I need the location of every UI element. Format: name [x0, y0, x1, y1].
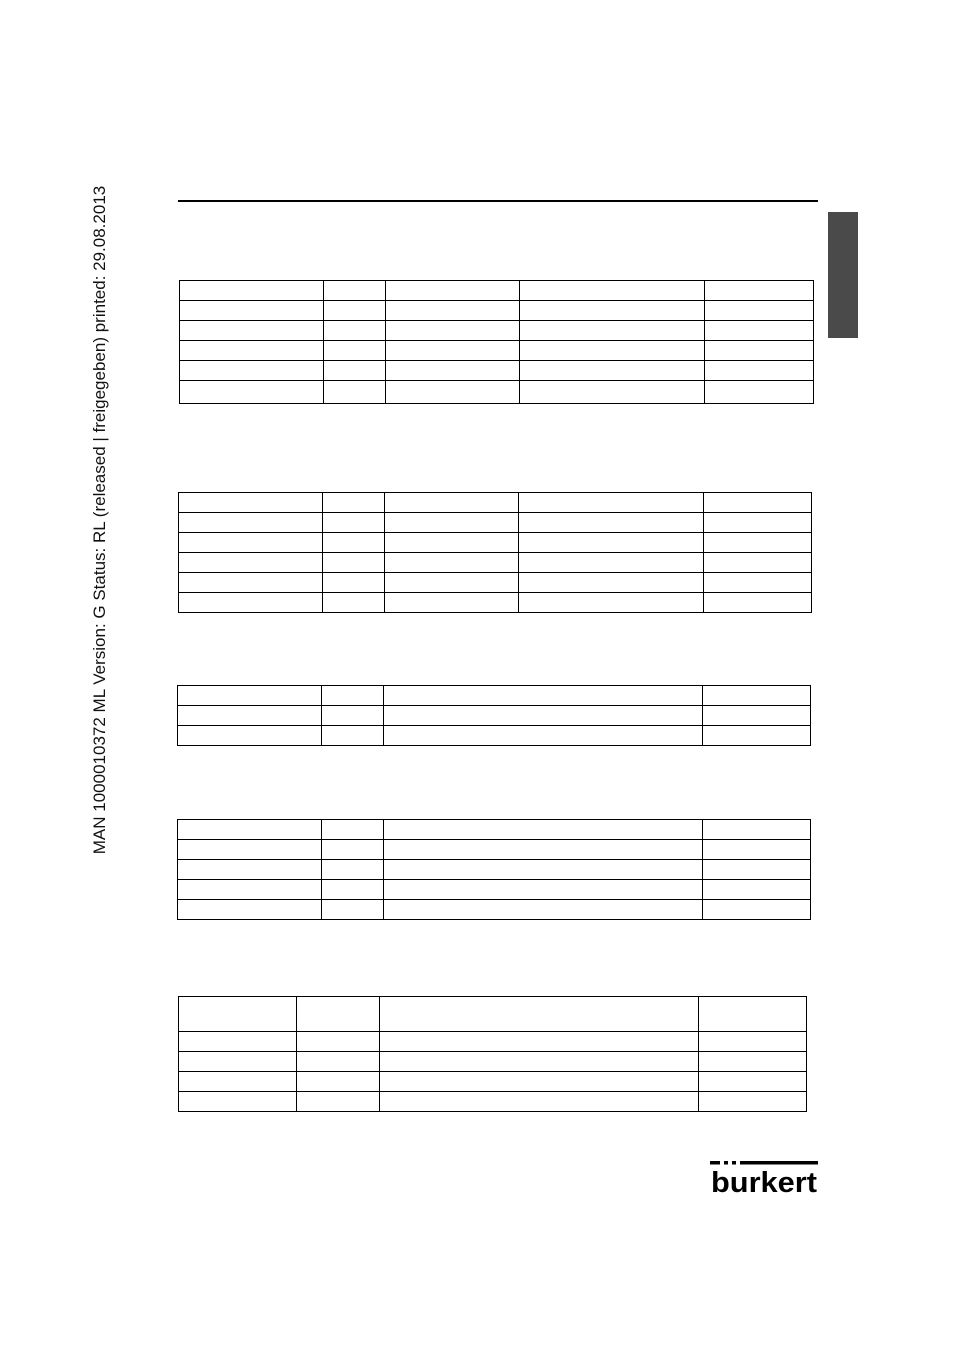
table-row — [180, 321, 814, 341]
logo-wordmark: burkert — [711, 1167, 818, 1196]
table-row — [179, 1092, 807, 1112]
table-row — [179, 573, 812, 593]
burkert-logo — [710, 1160, 818, 1196]
table-row — [179, 1072, 807, 1092]
table-row — [179, 1032, 807, 1052]
table-2 — [178, 492, 812, 613]
table-row — [178, 860, 811, 880]
table-row — [179, 1052, 807, 1072]
table-row — [180, 361, 814, 381]
table-row — [179, 533, 812, 553]
margin-document-stamp: MAN 1000010372 ML Version: G Status: RL (released | freigegeben) printed: 29.08.2013 — [90, 185, 109, 855]
table-4 — [177, 819, 811, 920]
table-row — [179, 997, 807, 1032]
header-rule — [178, 200, 818, 202]
table-row — [179, 593, 812, 613]
table-row — [179, 493, 812, 513]
table-row — [180, 381, 814, 404]
table-5 — [178, 996, 807, 1112]
table-row — [180, 341, 814, 361]
table-row — [180, 281, 814, 301]
chapter-tab-marker — [828, 212, 858, 338]
table-row — [178, 840, 811, 860]
table-row — [178, 726, 811, 746]
table-row — [180, 301, 814, 321]
table-1 — [179, 280, 814, 404]
table-row — [179, 553, 812, 573]
table-row — [178, 706, 811, 726]
table-row — [178, 880, 811, 900]
table-row — [179, 513, 812, 533]
table-3 — [177, 685, 811, 746]
table-row — [178, 686, 811, 706]
table-row — [178, 820, 811, 840]
table-row — [178, 900, 811, 920]
